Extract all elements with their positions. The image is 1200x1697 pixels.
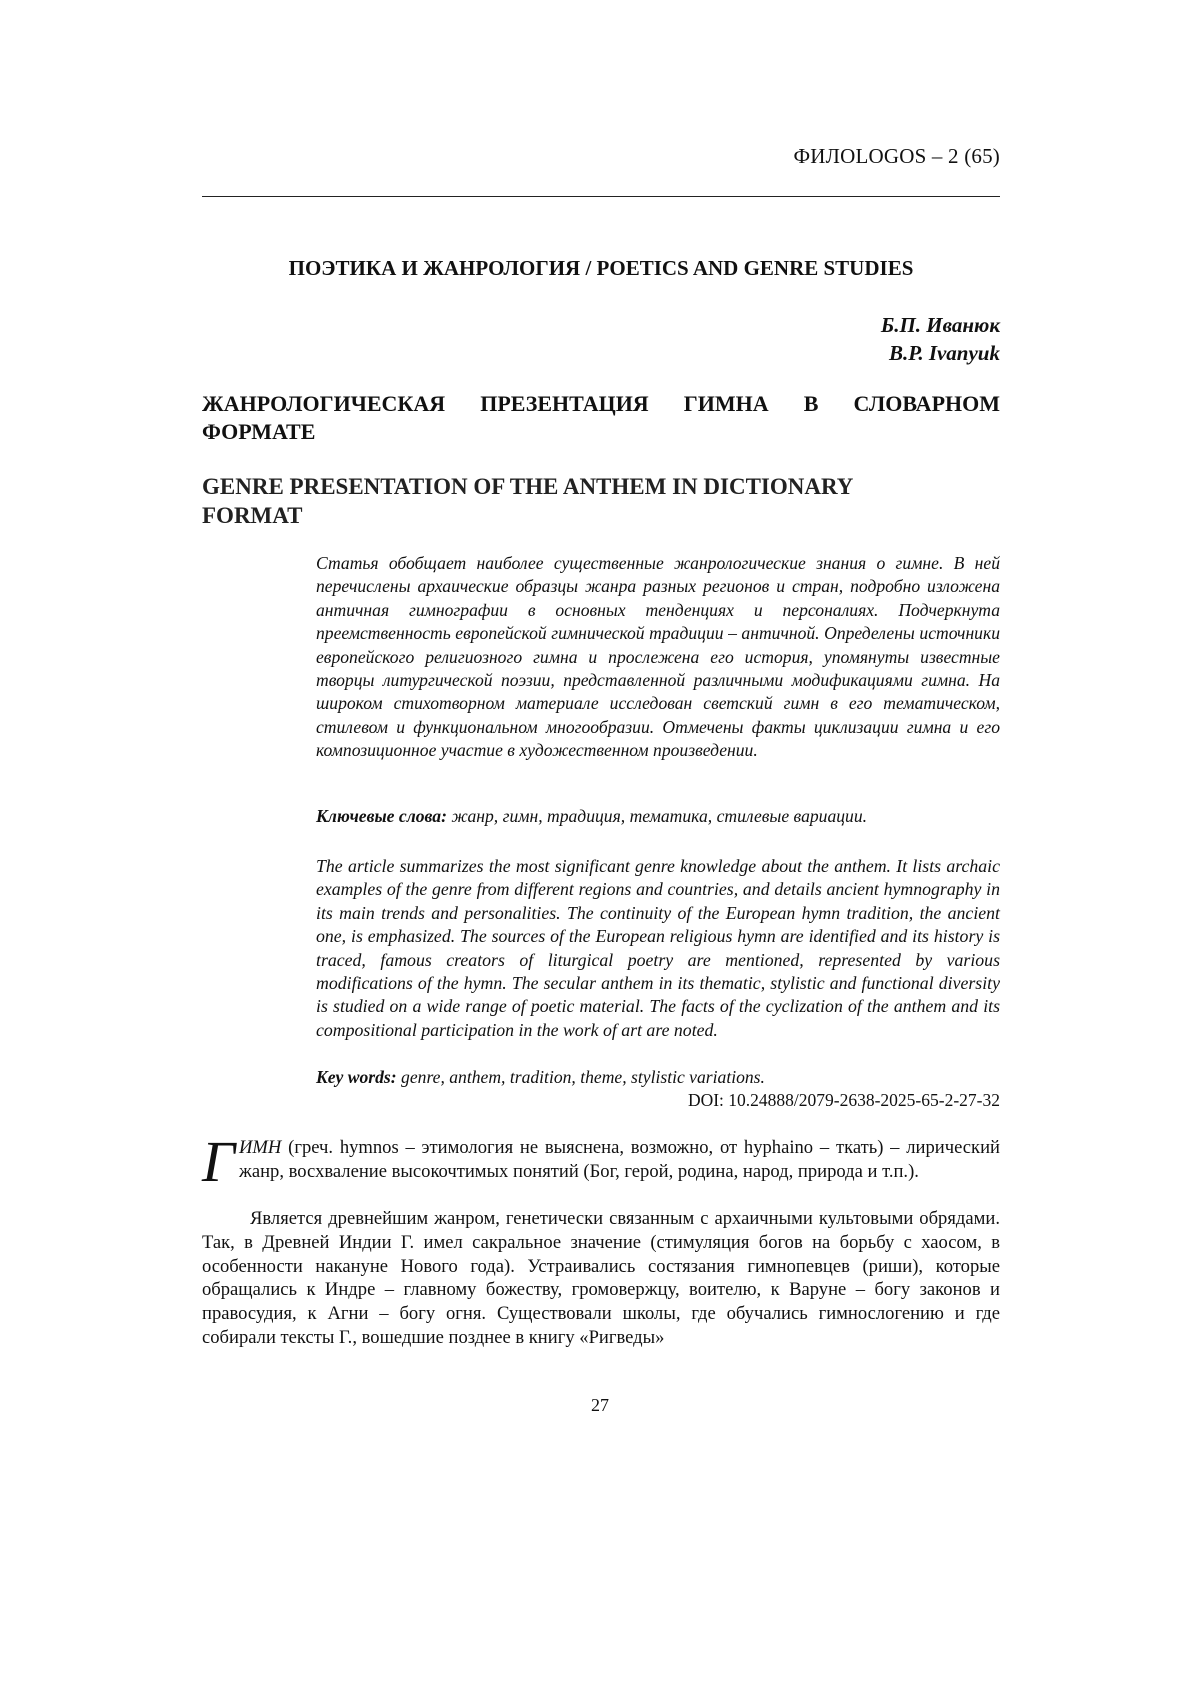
keywords-label-en: Key words: [316,1067,397,1087]
page-number: 27 [0,1395,1200,1416]
journal-page [0,0,1200,1697]
lead-word: ИМН [239,1137,281,1158]
drop-cap: Г [202,1140,235,1184]
keywords-ru [316,806,1000,827]
article-title-ru [202,390,1000,446]
running-head: ФИЛОLOGOS – 2 (65) [793,144,1000,169]
body-paragraph-1 [202,1136,1000,1184]
body-paragraph-2: Является древнейшим жанром, генетически связанным с архаичными культовыми обрядами. Так, в Древней Индии Г. имел сакральное значение (стимуляция богов на борьбу с хаосом, в особенности накануне Нового года). Устраивались состязания гимнопевцев (риши), которые обращались к Индре – главному божеству, громовержцу, воителю, к Варуне – богу законов и правосудия, к Агни – богу огня. Существовали школы, где обучались гимнослогению и где собирали тексты Г., вошедшие позднее в книгу «Ригведы» [202,1207,1000,1350]
section-title: ПОЭТИКА И ЖАНРОЛОГИЯ / POETICS AND GENRE STUDIES [202,256,1000,281]
keywords-text-en: genre, anthem, tradition, theme, stylistic variations. [401,1067,765,1087]
keywords-en [316,1067,1000,1088]
author-en: B.P. Ivanyuk [889,341,1000,366]
article-title-ru-line2: ФОРМАТЕ [202,419,315,444]
keywords-text-ru: жанр, гимн, традиция, тематика, стилевые вариации. [451,806,867,826]
doi: DOI: 10.24888/2079-2638-2025-65-2-27-32 [688,1090,1000,1111]
article-title-en-line2: FORMAT [202,503,303,528]
abstract-ru: Статья обобщает наиболее существенные жанрологические знания о гимне. В ней перечислены архаические образцы жанра разных регионов и стран, подробно изложена античная гимнографии в основных тенденциях и персоналиях. Подчеркнута преемственность европейской гимнической традиции – античной. Определены источники европейского религиозного гимна и прослежена его история, упомянуты известные творцы литургической поэзии, представленной различными модификациями гимна. На широком стихотворном материале исследован светский гимн в его тематическом, стилевом и функциональном многообразии. Отмечены факты циклизации гимна и его композиционное участие в художественном произведении. [316,552,1000,763]
header-divider [202,196,1000,197]
paragraph-1-text: (греч. hymnos – этимология не выяснена, возможно, от hyphaino – ткать) – лирический жанр, восхваление высокочтимых понятий (Бог, герой, родина, народ, природа и т.п.). [239,1137,1000,1182]
article-title-en [202,472,1000,530]
author-ru: Б.П. Иванюк [881,313,1000,338]
article-title-ru-line1: ЖАНРОЛОГИЧЕСКАЯ ПРЕЗЕНТАЦИЯ ГИМНА В СЛОВАРНОМ [202,390,1000,418]
abstract-en: The article summarizes the most significant genre knowledge about the anthem. It lists archaic examples of the genre from different regions and countries, and details ancient hymnography in its main trends and personalities. The continuity of the European hymn tradition, the ancient one, is emphasized. The sources of the European religious hymn are identified and its history is traced, famous creators of liturgical poetry are mentioned, represented by various modifications of the hymn. The secular anthem in its thematic, stylistic and functional diversity is studied on a wide range of poetic material. The facts of the cyclization of the anthem and its compositional participation in the work of art are noted. [316,855,1000,1042]
article-title-en-line1: GENRE PRESENTATION OF THE ANTHEM IN DICTIONARY [202,474,853,499]
keywords-label-ru: Ключевые слова: [316,806,447,826]
